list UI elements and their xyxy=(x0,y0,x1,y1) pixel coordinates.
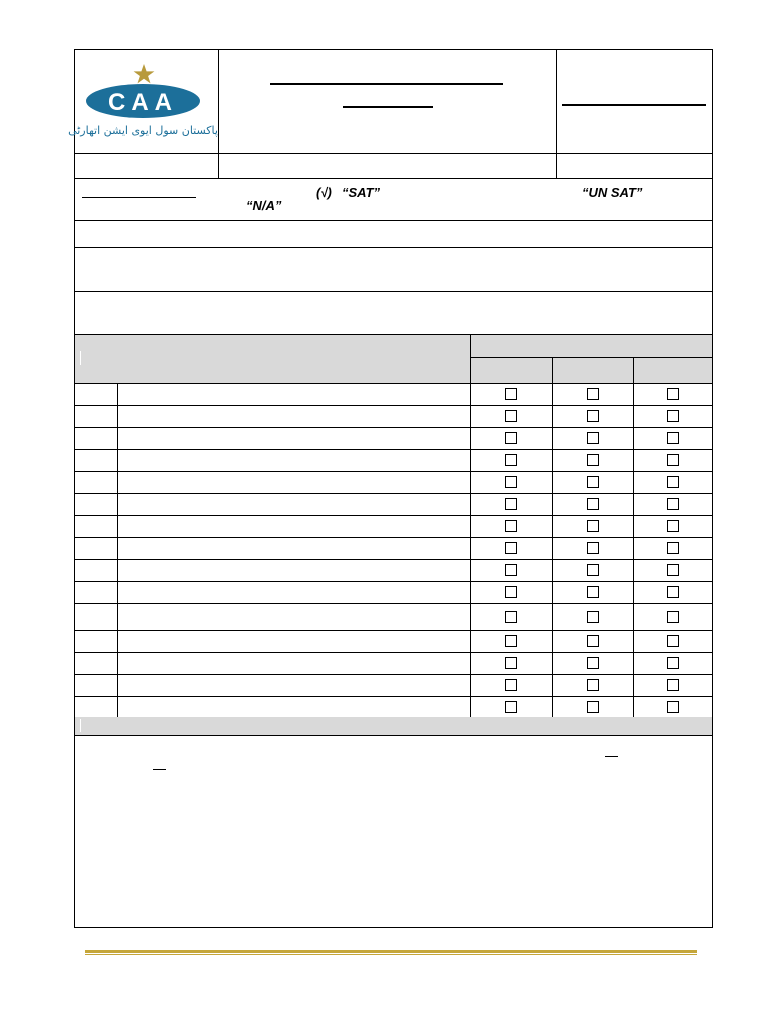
table-row-line xyxy=(74,559,713,560)
sat-label: “SAT” xyxy=(342,185,381,200)
checkbox[interactable] xyxy=(587,410,599,422)
checklist-header-col-1 xyxy=(471,358,552,383)
checkbox[interactable] xyxy=(505,498,517,510)
checkbox[interactable] xyxy=(667,635,679,647)
na-label: “N/A” xyxy=(246,198,282,213)
form-frame xyxy=(74,49,713,928)
checklist-header-col-2 xyxy=(553,358,633,383)
checkbox[interactable] xyxy=(587,542,599,554)
checkbox[interactable] xyxy=(667,542,679,554)
checkbox[interactable] xyxy=(587,635,599,647)
table-row-line xyxy=(74,515,713,516)
checkbox[interactable] xyxy=(505,520,517,532)
checkbox[interactable] xyxy=(667,432,679,444)
blank-row-2-bottom xyxy=(74,291,713,292)
checkbox[interactable] xyxy=(587,611,599,623)
blank-row-1-bottom xyxy=(74,247,713,248)
checkbox[interactable] xyxy=(505,635,517,647)
checkbox[interactable] xyxy=(587,388,599,400)
checkbox[interactable] xyxy=(587,701,599,713)
checkbox[interactable] xyxy=(667,701,679,713)
remarks-mark-1 xyxy=(605,756,618,757)
checkbox[interactable] xyxy=(505,542,517,554)
checkbox[interactable] xyxy=(505,657,517,669)
table-row-line xyxy=(74,652,713,653)
checkbox[interactable] xyxy=(587,454,599,466)
subheader-divider-2 xyxy=(633,357,634,383)
remarks-header-bar xyxy=(75,717,712,735)
checklist-header-right-top xyxy=(471,335,712,357)
table-row-line xyxy=(74,449,713,450)
instruction-row-bottom-line xyxy=(74,220,713,221)
checkbox[interactable] xyxy=(505,388,517,400)
table-row-line xyxy=(74,696,713,697)
checkbox[interactable] xyxy=(505,564,517,576)
checkbox[interactable] xyxy=(505,701,517,713)
checkbox[interactable] xyxy=(667,611,679,623)
table-row-line xyxy=(74,493,713,494)
unsat-label: “UN SAT” xyxy=(582,185,643,200)
title-underline-1 xyxy=(270,83,503,85)
footer-gold-rule-thick xyxy=(85,950,697,953)
checkbox[interactable] xyxy=(667,498,679,510)
checkbox[interactable] xyxy=(505,679,517,691)
checkbox[interactable] xyxy=(505,432,517,444)
checkbox[interactable] xyxy=(587,476,599,488)
checkbox[interactable] xyxy=(667,564,679,576)
checkbox[interactable] xyxy=(505,410,517,422)
checkbox[interactable] xyxy=(667,410,679,422)
header-cursor-mark xyxy=(80,351,81,365)
subheader-divider-1 xyxy=(552,357,553,383)
info-row-bottom-line xyxy=(74,178,713,179)
table-row-line xyxy=(74,383,713,384)
remarks-header-bottom xyxy=(74,735,713,736)
star-icon xyxy=(134,64,155,83)
logo-letters: CAA xyxy=(108,89,178,116)
header-bottom-line xyxy=(74,153,713,154)
caa-logo-graphic xyxy=(68,60,218,144)
checkbox[interactable] xyxy=(667,586,679,598)
checklist-header-col-3 xyxy=(634,358,712,383)
checkbox[interactable] xyxy=(505,454,517,466)
remarks-mark-2 xyxy=(153,769,166,770)
table-column-line xyxy=(552,383,553,717)
checkbox[interactable] xyxy=(667,476,679,488)
checkbox[interactable] xyxy=(587,679,599,691)
checkbox[interactable] xyxy=(667,657,679,669)
checklist-subheader-line xyxy=(470,357,713,358)
checkbox[interactable] xyxy=(667,520,679,532)
instruction-underline xyxy=(82,197,196,198)
ref-underline xyxy=(562,104,706,106)
caa-logo xyxy=(68,60,218,144)
checklist-header-divider xyxy=(470,334,471,383)
info-divider-right xyxy=(556,153,557,178)
checkbox[interactable] xyxy=(505,476,517,488)
checklist-header-left xyxy=(75,335,470,383)
table-row-line xyxy=(74,674,713,675)
table-row-line xyxy=(74,405,713,406)
table-column-line xyxy=(117,383,118,717)
table-column-line xyxy=(633,383,634,717)
checkbox[interactable] xyxy=(505,586,517,598)
checkbox[interactable] xyxy=(587,432,599,444)
checkbox[interactable] xyxy=(505,611,517,623)
table-row-line xyxy=(74,537,713,538)
logo-urdu-text: پاکستان سول ایوی ایشن اتھارٹی xyxy=(68,124,218,137)
remarks-cursor-mark xyxy=(80,719,81,732)
table-row-line xyxy=(74,603,713,604)
checkbox[interactable] xyxy=(587,520,599,532)
table-row-line xyxy=(74,630,713,631)
checkbox[interactable] xyxy=(587,564,599,576)
info-divider-left xyxy=(218,153,219,178)
checkbox[interactable] xyxy=(587,498,599,510)
checkbox[interactable] xyxy=(667,679,679,691)
checkbox[interactable] xyxy=(587,586,599,598)
table-row-line xyxy=(74,581,713,582)
table-row-line xyxy=(74,427,713,428)
checkbox[interactable] xyxy=(667,388,679,400)
table-row-line xyxy=(74,471,713,472)
table-column-line xyxy=(470,383,471,717)
checkbox[interactable] xyxy=(587,657,599,669)
footer-gold-rule-thin xyxy=(85,954,697,955)
tick-symbol: (√) xyxy=(316,185,332,200)
checkbox[interactable] xyxy=(667,454,679,466)
title-underline-2 xyxy=(343,106,433,108)
